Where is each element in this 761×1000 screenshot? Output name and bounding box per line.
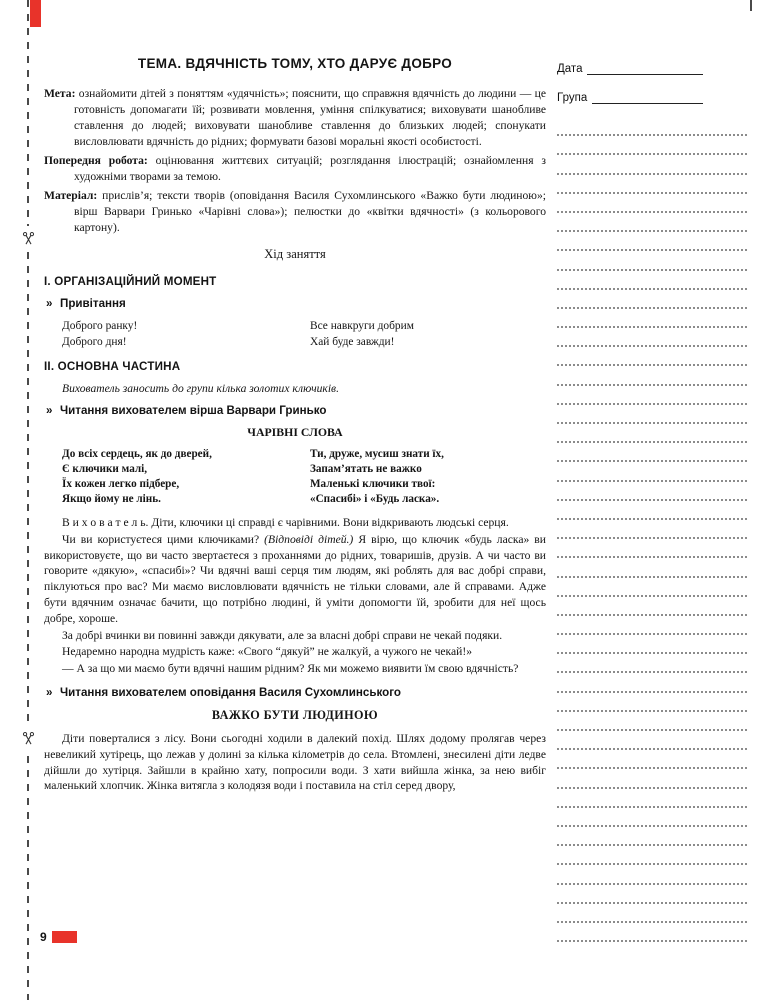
greeting-left-column: [44, 318, 310, 350]
notes-line: [557, 482, 747, 501]
materials-label: Матеріал:: [44, 189, 98, 202]
story-paragraph: Діти поверталися з лісу. Вони сьогодні ходили в далекий похід. Шлях додому пролягав через невеликий хутірець, що лежав у долині за кілька кілометрів до села. Втомлені, знесилені діти ледве дійшли до хутірця. Зайшли в крайню хату, попросили води. З хати вийшла жінка, за нею вибіг маленький хлопчик. Жінка витягла з колодязя води і поставила на стіл серед двору,: [44, 731, 546, 793]
page-footer: [40, 930, 77, 944]
notes-line: [557, 635, 747, 654]
teacher-paragraph: В и х о в а т е л ь. Діти, ключики ці справді є чарівними. Вони відкривають людські серця.: [62, 516, 509, 529]
poem-line: Маленькі ключики твої:: [310, 478, 436, 490]
page-number: 9: [40, 930, 47, 944]
reading-1-heading-label: Читання вихователем вірша Варвари Гринько: [60, 404, 327, 417]
notes-line: [557, 136, 747, 155]
notes-line: [557, 175, 747, 194]
stage-direction: Вихователь заносить до групи кілька золотих ключиків.: [62, 382, 339, 395]
notes-line: [557, 117, 747, 136]
red-footer-mark: [52, 931, 77, 943]
group-field: [557, 87, 747, 104]
goal-text: ознайомити дітей з поняттям «удячність»; пояснити, що справжня вдячність до людини — це готовність допомагати їй; розвивати мовлення, уміння спілкуватися; виховувати шанобливе ставлення до людей; виховувати шанобливе ставлення до близьких людей; спонукати висловлювати вдячність до рідних; формувати базові моральні якості особистості.: [74, 87, 547, 148]
notes-line: [557, 731, 747, 750]
materials-paragraph: [44, 188, 546, 236]
question-paragraph: — А за що ми маємо бути вдячні нашим рідним? Як ми можемо виявити їм свою вдячність?: [62, 662, 519, 676]
paragraph: За добрі вчинки ви повинні завжди дякувати, але за власні добрі справи не чекай подяки.: [62, 628, 503, 642]
greeting-line: Хай буде завжди!: [310, 336, 395, 348]
reading-2-heading-label: Читання вихователем оповідання Василя Сухомлинського: [60, 685, 401, 699]
notes-line: [557, 693, 747, 712]
children-answers-note: (Відповіді дітей.): [264, 532, 354, 546]
materials-text: прислів’я; тексти творів (оповідання Василя Сухомлинського «Важко бути людиною»; вірш Варвари Гринько «Чарівні слова»); пелюстки до «квітки вдячності» (з кольорового картону).: [74, 189, 546, 234]
notes-line: [557, 232, 747, 251]
notes-line: [557, 654, 747, 673]
notes-line: [557, 712, 747, 731]
notes-line: [557, 827, 747, 846]
notes-line: [557, 347, 747, 366]
poem-lines: [44, 447, 546, 507]
poem-line: Є ключики малі,: [62, 463, 148, 475]
notes-line: [557, 673, 747, 692]
prework-paragraph: [44, 153, 546, 185]
notes-line: [557, 424, 747, 443]
lesson-content: [44, 56, 546, 795]
story-title: ВАЖКО БУТИ ЛЮДИНОЮ: [211, 707, 379, 722]
greeting-line: Доброго ранку!: [62, 320, 138, 332]
notes-line: [557, 366, 747, 385]
greeting-line: Все навкруги добрим: [310, 320, 414, 332]
notes-line: [557, 597, 747, 616]
poem-line: Якщо йому не лінь.: [62, 493, 161, 505]
poem-left-column: [44, 447, 310, 507]
greeting-right-column: [310, 318, 546, 350]
notes-line: [557, 846, 747, 865]
poem-line: Ти, друже, мусиш знати їх,: [310, 448, 444, 460]
notes-line: [557, 750, 747, 769]
notes-lines: [557, 117, 747, 942]
section-2-heading: ІІ. ОСНОВНА ЧАСТИНА: [44, 360, 181, 373]
poem-line: Запам’ятать не важко: [310, 463, 422, 475]
section-1-heading: І. ОРГАНІЗАЦІЙНИЙ МОМЕНТ: [44, 275, 217, 288]
notes-line: [557, 520, 747, 539]
notes-line: [557, 386, 747, 405]
notes-column: [557, 58, 747, 942]
notes-line: [557, 616, 747, 635]
greeting-heading: [44, 297, 546, 310]
prework-text: оцінювання життєвих ситуацій; розглядання ілюстрацій; ознайомлення з художніми творами за темою.: [74, 154, 546, 183]
notes-line: [557, 251, 747, 270]
notes-line: [557, 194, 747, 213]
greeting-heading-label: Привітання: [60, 297, 126, 310]
scissors-icon: [21, 731, 36, 746]
group-label: Група: [557, 92, 588, 104]
date-label: Дата: [557, 63, 583, 75]
notes-line: [557, 328, 747, 347]
reading-1-heading: [44, 404, 546, 417]
reading-2-heading: [44, 686, 546, 699]
cut-mark-top-right: [750, 0, 752, 11]
paragraph-text: Чи ви користуєтеся цими ключиками?: [62, 532, 265, 546]
scissors-icon: [16, 726, 40, 750]
red-corner-mark: [30, 0, 41, 27]
proverb-paragraph: Недаремно народна мудрість каже: «Свого “дякуй” не жалкуй, а чужого не чекай!»: [62, 645, 473, 659]
scissors-icon: [21, 231, 36, 246]
notes-line: [557, 865, 747, 884]
poem-title: ЧАРІВНІ СЛОВА: [247, 425, 343, 439]
bullet-marker: »: [46, 297, 53, 310]
notes-line: [557, 462, 747, 481]
date-field: [557, 58, 747, 75]
group-blank-line: [592, 91, 703, 104]
notes-line: [557, 271, 747, 290]
prework-label: Попередня робота:: [44, 154, 148, 167]
greeting-lines: [44, 318, 546, 350]
poem-right-column: [310, 447, 546, 507]
notes-line: [557, 539, 747, 558]
dialogue-paragraph: [44, 532, 546, 627]
notes-line: [557, 405, 747, 424]
bullet-marker: »: [46, 685, 53, 699]
notes-line: [557, 501, 747, 520]
notes-line: [557, 213, 747, 232]
greeting-line: Доброго дня!: [62, 336, 127, 348]
scissors-icon: [16, 226, 40, 250]
page-title: ТЕМА. ВДЯЧНІСТЬ ТОМУ, ХТО ДАРУЄ ДОБРО: [137, 56, 453, 71]
notes-line: [557, 789, 747, 808]
notes-line: [557, 923, 747, 942]
goal-label: Мета:: [44, 87, 76, 100]
notes-line: [557, 904, 747, 923]
notes-line: [557, 578, 747, 597]
notes-line: [557, 309, 747, 328]
bullet-marker: »: [46, 404, 53, 417]
notes-line: [557, 885, 747, 904]
notes-line: [557, 769, 747, 788]
perforation-line: [27, 0, 29, 1000]
date-blank-line: [587, 62, 703, 75]
notes-line: [557, 290, 747, 309]
notes-line: [557, 558, 747, 577]
poem-line: Їх кожен легко підбере,: [62, 478, 180, 490]
goal-paragraph: [44, 86, 546, 150]
flow-title: Хід заняття: [264, 247, 326, 261]
notes-line: [557, 155, 747, 174]
paragraph-text: Я вірю, що ключик «будь ласка» ви використовуєте, що ви часто звертаєтеся з проханнями до рідних, товаришів, друзів. А чи часто ви говорите «дякую», «спасибі»? Чи вдячні ваші серця тим людям, які роблять для вас добрі справи, піклуються про вас? Ми маємо висловлювати вдячність не тільки словами, але й справами. Адже бути вдячним означає бачити, що потрібно людині, й уміти допомогти їй, зробити для неї щось добре, хороше.: [44, 532, 546, 625]
poem-line: «Спасибі» і «Будь ласка».: [310, 493, 440, 505]
notes-line: [557, 808, 747, 827]
notes-line: [557, 443, 747, 462]
poem-line: До всіх сердець, як до дверей,: [62, 448, 212, 460]
